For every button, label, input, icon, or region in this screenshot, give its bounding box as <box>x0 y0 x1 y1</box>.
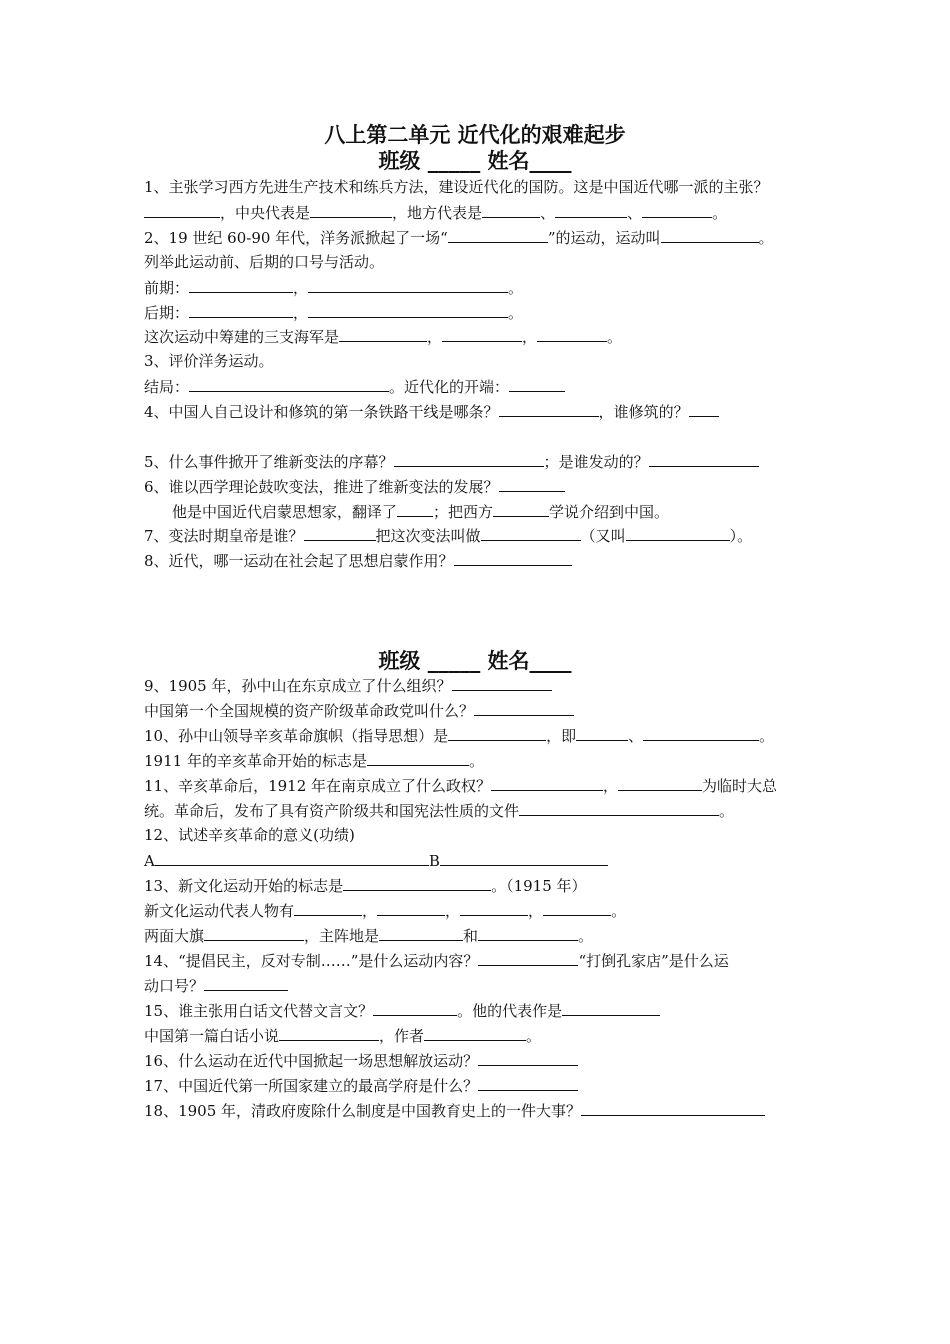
answer-blank[interactable] <box>460 900 528 916</box>
text: 结局： <box>144 378 190 396</box>
text: 11、辛亥革命后，1912 年在南京成立了什么政权？ <box>144 777 492 795</box>
question-8 <box>144 550 572 571</box>
worksheet-title: 八上第二单元 近代化的艰难起步 <box>324 122 626 147</box>
question-1-blanks <box>144 202 727 223</box>
answer-blank[interactable] <box>204 975 288 991</box>
text: 9、1905 年，孙中山在东京成立了什么组织？ <box>144 677 452 695</box>
question-6 <box>144 476 565 497</box>
text: 中国第一篇白话小说 <box>144 1027 280 1045</box>
text: ）。 <box>729 527 753 545</box>
answer-blank[interactable] <box>442 326 522 342</box>
class-name-line-2: 班级 _____ 姓名____ <box>378 648 572 673</box>
answer-blank[interactable] <box>482 202 540 218</box>
text: ，即 <box>546 727 577 745</box>
question-15b <box>144 1025 541 1046</box>
answer-blank[interactable] <box>537 326 607 342</box>
text: 、 <box>628 727 644 745</box>
answer-blank[interactable] <box>144 202 220 218</box>
answer-blank[interactable] <box>491 775 603 791</box>
text: 谁修筑的？ <box>613 403 689 421</box>
text: ， <box>603 777 619 795</box>
text: ，主阵地是 <box>304 927 380 945</box>
text: 15、谁主张用白话文代替文言文？ <box>144 1002 374 1020</box>
text: ， <box>427 328 443 346</box>
answer-blank[interactable] <box>452 675 552 691</box>
answer-blank[interactable] <box>308 277 508 293</box>
question-5: 5、什么事件掀开了维新变法的序幕？ ；是谁发动的？ <box>144 451 759 472</box>
answer-blank[interactable] <box>562 1000 660 1016</box>
text: 。近代化的开端： <box>389 378 510 396</box>
text: ，中央代表是 <box>220 204 311 222</box>
text: 2、19 世纪 60-90 年代，洋务派掀起了一场“ <box>144 229 448 247</box>
text: 17、中国近代第一所国家建立的最高学府是什么？ <box>144 1077 479 1095</box>
text: 8、近代，哪一运动在社会起了思想启蒙作用？ <box>144 552 454 570</box>
text: 中国第一个全国规模的资产阶级革命政党叫什么？ <box>144 702 475 720</box>
answer-blank[interactable] <box>339 326 427 342</box>
answer-blank[interactable] <box>626 525 730 541</box>
question-3-answers <box>144 376 565 397</box>
answer-blank[interactable] <box>189 302 293 318</box>
answer-blank[interactable] <box>373 1000 457 1016</box>
text: 。 <box>611 902 627 920</box>
text: ，作者 <box>379 1027 425 1045</box>
text: 。 <box>508 279 524 297</box>
answer-blank[interactable] <box>343 875 491 891</box>
answer-blank[interactable] <box>478 1075 578 1091</box>
answer-blank[interactable] <box>454 550 572 566</box>
answer-blank[interactable] <box>189 376 389 392</box>
text: ， <box>445 902 461 920</box>
answer-blank[interactable] <box>519 800 719 816</box>
question-16 <box>144 1050 578 1071</box>
text: 1911 年的辛亥革命开始的标志是 <box>144 752 367 770</box>
answer-blank[interactable] <box>310 202 392 218</box>
question-12: 12、试述辛亥革命的意义(功绩) <box>144 826 355 844</box>
question-2-list-label: 列举此运动前、后期的口号与活动。 <box>144 253 385 271</box>
text: 。他的代表作是 <box>457 1002 563 1020</box>
text: 。 <box>719 802 735 820</box>
answer-blank[interactable] <box>279 1025 379 1041</box>
answer-blank[interactable] <box>379 925 463 941</box>
text: 。 <box>758 229 774 247</box>
text: 。 <box>578 927 594 945</box>
question-2 <box>144 227 774 248</box>
answer-blank[interactable] <box>155 850 429 866</box>
question-9 <box>144 675 552 696</box>
text: 把这次变法叫做 <box>375 527 481 545</box>
text: 。 <box>712 204 728 222</box>
text: 为临时大总 <box>702 777 778 795</box>
answer-blank[interactable] <box>481 525 581 541</box>
question-17 <box>144 1075 578 1096</box>
text: 7、变法时期皇帝是谁？ <box>144 527 304 545</box>
text: ， <box>528 902 544 920</box>
question-13b <box>144 900 626 921</box>
question-10 <box>144 725 774 746</box>
text: 16、什么运动在近代中国掀起一场思想解放运动？ <box>144 1052 479 1070</box>
text: 。 <box>468 752 484 770</box>
text: 前期： <box>144 279 190 297</box>
answer-blank[interactable] <box>448 227 548 243</box>
answer-blank[interactable] <box>377 900 445 916</box>
answer-blank[interactable] <box>448 725 546 741</box>
text: 这次运动中筹建的三支海军是 <box>144 328 340 346</box>
text: 6、谁以西学理论鼓吹变法，推进了维新变法的发展？ <box>144 478 499 496</box>
text: 是谁发动的？ <box>558 453 649 471</box>
text: 和 <box>463 927 479 945</box>
text: 。 <box>759 727 775 745</box>
text: 。 <box>607 328 623 346</box>
answer-blank[interactable] <box>618 775 702 791</box>
text: ， <box>293 279 309 297</box>
answer-blank[interactable] <box>478 925 578 941</box>
question-13c <box>144 925 593 946</box>
answer-blank[interactable] <box>478 950 578 966</box>
answer-blank[interactable] <box>478 1050 578 1066</box>
text: 学说介绍到中国。 <box>549 503 670 521</box>
question-14b <box>144 975 288 996</box>
question-9b <box>144 700 574 721</box>
question-7 <box>144 525 752 546</box>
question-14 <box>144 950 729 971</box>
text: B <box>428 852 440 870</box>
question-18 <box>144 1100 765 1121</box>
text: 把西方 <box>448 503 494 521</box>
question-1 <box>144 177 769 197</box>
answer-blank[interactable] <box>649 451 759 467</box>
text: 他是中国近代启蒙思想家，翻译了 <box>172 503 398 521</box>
question-15 <box>144 1000 660 1021</box>
answer-blank[interactable] <box>543 900 611 916</box>
question-2-navy <box>144 326 622 347</box>
answer-blank[interactable] <box>397 501 433 517</box>
text: A <box>144 852 155 870</box>
answer-blank[interactable] <box>581 1100 765 1116</box>
answer-blank[interactable] <box>642 202 712 218</box>
text: 、 <box>540 204 556 222</box>
text: 4、中国人自己设计和修筑的第一条铁路干线是哪条？ <box>144 403 499 421</box>
text: “打倒孔家店”是什么运 <box>578 952 729 970</box>
text: ， <box>522 328 538 346</box>
answer-blank[interactable] <box>576 725 628 741</box>
text: ，地方代表是 <box>392 204 483 222</box>
answer-blank[interactable] <box>474 700 574 716</box>
text: 两面大旗 <box>144 927 205 945</box>
text: 14、“提倡民主，反对专制……”是什么运动内容？ <box>144 952 479 970</box>
answer-blank[interactable] <box>643 725 759 741</box>
answer-blank[interactable] <box>493 501 549 517</box>
answer-blank[interactable] <box>308 302 508 318</box>
answer-blank[interactable] <box>440 850 608 866</box>
text: 。 <box>508 304 524 322</box>
text: 新文化运动代表人物有 <box>144 902 295 920</box>
answer-blank[interactable] <box>499 476 565 492</box>
text: 。（1915 年） <box>491 877 587 895</box>
answer-blank[interactable] <box>555 202 627 218</box>
text: ， <box>598 403 614 421</box>
text: 、 <box>627 204 643 222</box>
text: 5、什么事件掀开了维新变法的序幕？ <box>144 453 394 471</box>
question-12-answers <box>144 850 608 871</box>
text: （又叫 <box>580 527 626 545</box>
answer-blank[interactable] <box>294 900 362 916</box>
text: 13、新文化运动开始的标志是 <box>144 877 344 895</box>
answer-blank[interactable] <box>424 1025 526 1041</box>
text: 统。革命后，发布了具有资产阶级共和国宪法性质的文件 <box>144 802 520 820</box>
class-name-line: 班级 _____ 姓名____ <box>378 148 572 173</box>
text: 动口号？ <box>144 977 205 995</box>
text: ， <box>362 902 378 920</box>
question-11 <box>144 775 777 796</box>
answer-blank[interactable] <box>661 227 759 243</box>
answer-blank[interactable] <box>689 401 719 417</box>
question-2-late <box>144 302 523 323</box>
text: ”的运动，运动叫 <box>547 229 661 247</box>
text: ， <box>293 304 309 322</box>
text: 10、孙中山领导辛亥革命旗帜（指导思想）是 <box>144 727 449 745</box>
answer-blank[interactable] <box>509 376 565 392</box>
answer-blank[interactable] <box>394 451 544 467</box>
question-4 <box>144 401 719 422</box>
question-3: 3、评价洋务运动。 <box>144 352 274 370</box>
question-11b <box>144 800 734 821</box>
answer-blank[interactable] <box>367 750 469 766</box>
answer-blank[interactable] <box>189 277 293 293</box>
answer-blank[interactable] <box>204 925 304 941</box>
question-2-early <box>144 277 523 298</box>
answer-blank[interactable] <box>499 401 599 417</box>
answer-blank[interactable] <box>304 525 376 541</box>
text: 18、1905 年，清政府废除什么制度是中国教育史上的一件大事？ <box>144 1102 582 1120</box>
question-13 <box>144 875 587 896</box>
text: 后期： <box>144 304 190 322</box>
question-text: 1、主张学习西方先进生产技术和练兵方法，建设近代化的国防。这是中国近代哪一派的主张？ <box>144 178 769 196</box>
question-10b <box>144 750 484 771</box>
text: 。 <box>526 1027 542 1045</box>
question-6-detail: 他是中国近代启蒙思想家，翻译了 ；把西方 学说介绍到中国。 <box>172 503 670 521</box>
